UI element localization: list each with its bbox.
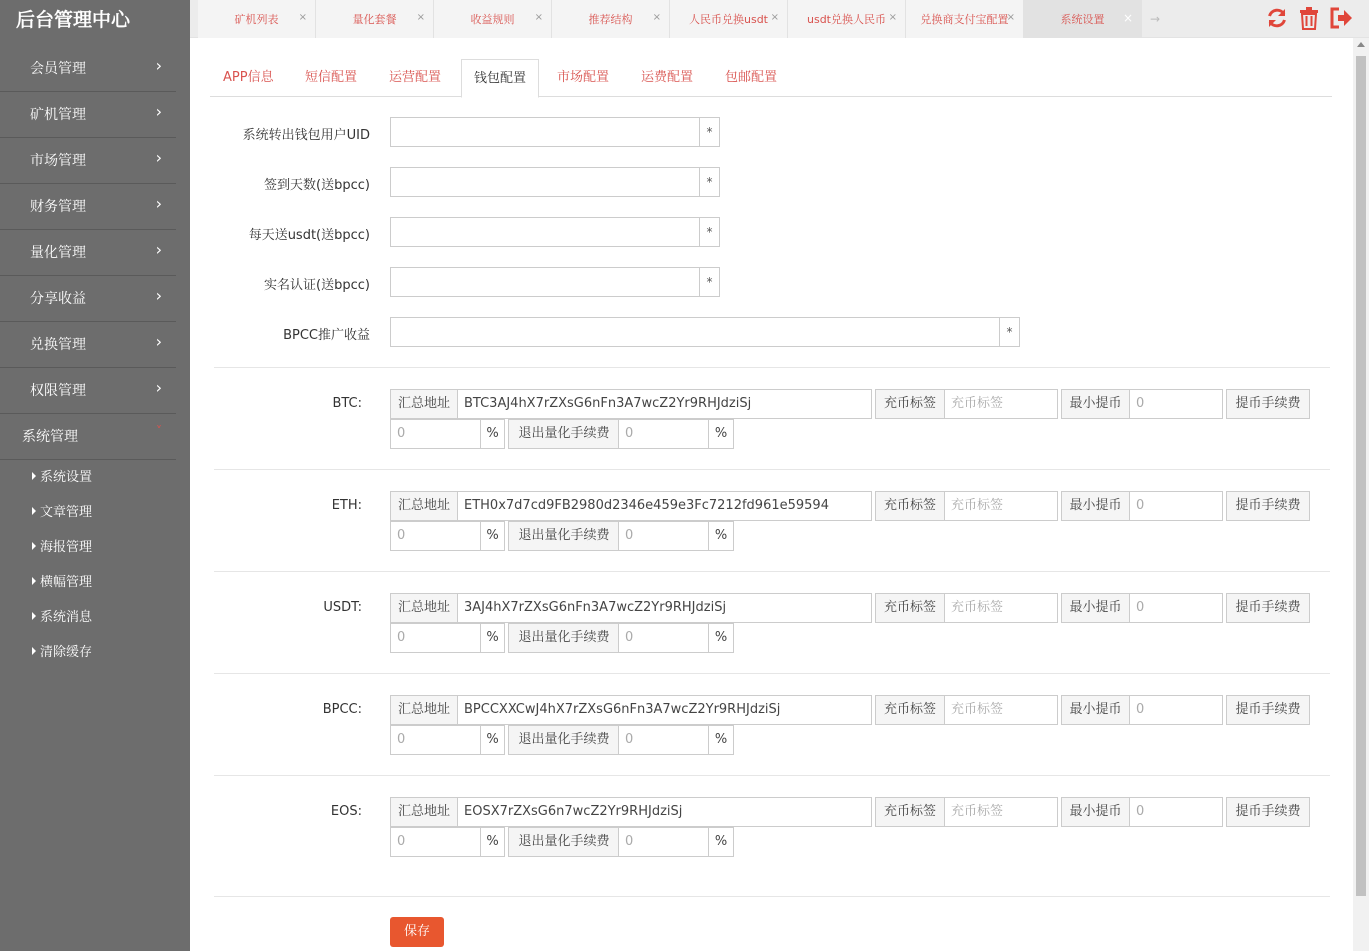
sidebar-subitem-label: 清除缓存 — [40, 645, 93, 660]
close-icon[interactable]: × — [416, 12, 425, 23]
required-marker: * — [700, 217, 720, 247]
sidebar-item-label: 会员管理 — [30, 61, 86, 77]
caret-right-icon — [32, 577, 36, 585]
sidebar-item-label: 财务管理 — [30, 199, 86, 215]
top-tab-0[interactable] — [198, 0, 316, 38]
sidebar-subitem-label: 横幅管理 — [40, 575, 93, 590]
divider — [214, 469, 1330, 470]
top-tab-3[interactable] — [552, 0, 670, 38]
close-icon[interactable]: × — [1006, 12, 1015, 23]
address-input[interactable]: 3AJ4hX7rZXsG6nFn3A7wcZ2Yr9RHJdziSj — [457, 593, 872, 623]
sidebar-subitem-label: 系统设置 — [40, 470, 93, 485]
divider — [214, 367, 1330, 368]
exit-fee-label: 退出量化手续费 — [508, 419, 620, 449]
close-icon[interactable]: × — [298, 12, 307, 23]
trash-icon[interactable] — [1297, 6, 1321, 30]
withdraw-fee-button[interactable]: 提币手续费 — [1226, 389, 1310, 419]
scroll-thumb[interactable] — [1356, 56, 1366, 896]
sidebar-menu — [0, 46, 190, 670]
scrollbar[interactable] — [1353, 38, 1369, 951]
coin-label: BTC: — [332, 396, 362, 411]
exit-fee-label: 退出量化手续费 — [508, 827, 620, 857]
sidebar-subitem-3[interactable] — [0, 565, 190, 600]
sidebar-item-1[interactable] — [0, 92, 176, 138]
exit-fee-label: 退出量化手续费 — [508, 521, 620, 551]
exit-fee-input[interactable]: 0 — [618, 521, 709, 551]
tag-label: 充币标签 — [875, 695, 945, 725]
tag-input[interactable]: 充币标签 — [944, 389, 1058, 419]
withdraw-fee-button[interactable]: 提币手续费 — [1226, 593, 1310, 623]
min-withdraw-input[interactable]: 0 — [1129, 695, 1223, 725]
withdraw-fee-button[interactable]: 提币手续费 — [1226, 695, 1310, 725]
percent-label: % — [480, 725, 505, 755]
logout-icon[interactable] — [1329, 6, 1353, 30]
caret-right-icon — [32, 612, 36, 620]
required-marker: * — [700, 167, 720, 197]
exit-fee-label: 退出量化手续费 — [508, 725, 620, 755]
config-tab-2[interactable]: 运营配置 — [389, 70, 442, 85]
sidebar-subitem-1[interactable] — [0, 495, 190, 530]
percent-label: % — [480, 827, 505, 857]
address-input[interactable]: ETH0x7d7cd9FB2980d2346e459e3Fc7212fd961e59594 — [457, 491, 872, 521]
withdraw-fee-button[interactable]: 提币手续费 — [1226, 797, 1310, 827]
withdraw-fee-input[interactable]: 0 — [390, 725, 481, 755]
percent-label: % — [480, 623, 505, 653]
top-tab-4[interactable] — [670, 0, 788, 38]
coin-label: USDT: — [323, 600, 362, 615]
exit-fee-input[interactable]: 0 — [618, 827, 709, 857]
percent-label: % — [708, 827, 734, 857]
chevron-right-icon: › — [155, 378, 162, 397]
sidebar-item-label: 市场管理 — [30, 153, 86, 169]
exit-fee-input[interactable]: 0 — [618, 623, 709, 653]
save-button[interactable]: 保存 — [390, 917, 444, 947]
sidebar-subitem-label: 海报管理 — [40, 540, 93, 555]
percent-label: % — [708, 623, 734, 653]
chevron-right-icon: › — [155, 148, 162, 167]
sidebar-item-4[interactable] — [0, 230, 176, 276]
config-tab-0[interactable]: APP信息 — [223, 70, 274, 85]
config-tab-6[interactable]: 包邮配置 — [725, 70, 778, 85]
field-label: BPCC推广收益 — [283, 328, 370, 343]
required-marker: * — [1000, 317, 1020, 347]
top-tab-label: usdt兑换人民币 — [807, 13, 886, 26]
percent-label: % — [708, 521, 734, 551]
tag-input[interactable]: 充币标签 — [944, 491, 1058, 521]
address-label: 汇总地址 — [390, 797, 458, 827]
top-tab-1[interactable] — [316, 0, 434, 38]
chevron-right-icon: ˅ — [156, 424, 162, 438]
percent-label: % — [708, 725, 734, 755]
sidebar-item-label: 系统管理 — [22, 429, 78, 445]
caret-right-icon — [32, 542, 36, 550]
config-tab-3[interactable]: 钱包配置 — [461, 59, 539, 98]
required-marker: * — [700, 267, 720, 297]
coin-label: EOS: — [330, 804, 362, 819]
top-tab-label: 量化套餐 — [352, 13, 397, 26]
min-withdraw-label: 最小提币 — [1061, 797, 1130, 827]
withdraw-fee-input[interactable]: 0 — [390, 827, 481, 857]
sidebar-subitem-2[interactable] — [0, 530, 190, 565]
sidebar-item-6[interactable] — [0, 322, 176, 368]
top-tab-5[interactable] — [788, 0, 906, 38]
sidebar-item-5[interactable] — [0, 276, 176, 322]
min-withdraw-label: 最小提币 — [1061, 695, 1130, 725]
close-icon[interactable]: × — [534, 12, 543, 23]
top-tab-bar — [190, 0, 1369, 38]
sidebar-item-2[interactable] — [0, 138, 176, 184]
chevron-right-icon: › — [155, 332, 162, 351]
field-input[interactable] — [390, 167, 700, 197]
field-label: 实名认证(送bpcc) — [264, 278, 370, 293]
address-label: 汇总地址 — [390, 593, 458, 623]
withdraw-fee-input[interactable]: 0 — [390, 419, 481, 449]
chevron-right-icon: › — [155, 194, 162, 213]
app-title: 后台管理中心 — [16, 9, 131, 31]
exit-fee-input[interactable]: 0 — [618, 419, 709, 449]
min-withdraw-input[interactable]: 0 — [1129, 389, 1223, 419]
top-tab-label: 收益规则 — [470, 13, 515, 26]
address-input[interactable]: EOSX7rZXsG6n7wcZ2Yr9RHJdziSj — [457, 797, 872, 827]
top-tab-label: 推荐结构 — [588, 13, 633, 26]
config-tab-4[interactable]: 市场配置 — [557, 70, 610, 85]
top-tab-6[interactable] — [906, 0, 1024, 38]
tag-input[interactable]: 充币标签 — [944, 593, 1058, 623]
field-label: 每天送usdt(送bpcc) — [248, 228, 370, 243]
field-input[interactable] — [390, 317, 1000, 347]
tab-next-arrow-icon[interactable]: → — [1149, 12, 1161, 26]
top-toolbar — [1261, 6, 1353, 32]
sidebar-subitem-label: 系统消息 — [40, 610, 93, 625]
withdraw-fee-input[interactable]: 0 — [390, 521, 481, 551]
divider — [214, 896, 1330, 897]
config-tab-1[interactable]: 短信配置 — [305, 70, 358, 85]
tag-input[interactable]: 充币标签 — [944, 797, 1058, 827]
sidebar-item-label: 分享收益 — [30, 291, 86, 307]
close-icon[interactable]: × — [888, 12, 897, 23]
withdraw-fee-input[interactable]: 0 — [390, 623, 481, 653]
field-input[interactable] — [390, 117, 700, 147]
sidebar-item-7[interactable] — [0, 368, 176, 414]
field-input[interactable] — [390, 267, 700, 297]
coin-label: ETH: — [331, 498, 362, 513]
tag-input[interactable]: 充币标签 — [944, 695, 1058, 725]
min-withdraw-label: 最小提币 — [1061, 491, 1130, 521]
top-tab-label: 矿机列表 — [234, 13, 279, 26]
sidebar-subitem-label: 文章管理 — [40, 505, 93, 520]
tag-label: 充币标签 — [875, 389, 945, 419]
close-icon[interactable]: × — [770, 12, 779, 23]
refresh-icon[interactable] — [1265, 6, 1289, 30]
sidebar-item-label: 量化管理 — [30, 245, 86, 261]
sidebar-item-label: 兑换管理 — [30, 337, 86, 353]
caret-right-icon — [32, 472, 36, 480]
min-withdraw-input[interactable]: 0 — [1129, 797, 1223, 827]
percent-label: % — [480, 419, 505, 449]
sidebar-item-3[interactable] — [0, 184, 176, 230]
address-input[interactable]: BPCCXXCwJ4hX7rZXsG6nFn3A7wcZ2Yr9RHJdziSj — [457, 695, 872, 725]
sidebar-subitem-0[interactable] — [0, 460, 190, 495]
percent-label: % — [708, 419, 734, 449]
top-tab-label: 兑换商支付宝配置 — [920, 13, 1009, 26]
percent-label: % — [480, 521, 505, 551]
divider — [214, 775, 1330, 776]
sidebar-subitem-4[interactable] — [0, 600, 190, 635]
close-icon[interactable]: × — [652, 12, 661, 23]
caret-right-icon — [32, 647, 36, 655]
tag-label: 充币标签 — [875, 491, 945, 521]
address-label: 汇总地址 — [390, 695, 458, 725]
tag-label: 充币标签 — [875, 797, 945, 827]
sidebar — [0, 0, 190, 951]
top-tab-label: 人民币兑换usdt — [689, 13, 768, 26]
divider — [214, 571, 1330, 572]
close-icon[interactable]: × — [1122, 11, 1133, 25]
address-input[interactable]: BTC3AJ4hX7rZXsG6nFn3A7wcZ2Yr9RHJdziSj — [457, 389, 872, 419]
coin-label: BPCC: — [322, 702, 362, 717]
sidebar-item-0[interactable] — [0, 46, 176, 92]
top-tab-2[interactable] — [434, 0, 552, 38]
chevron-right-icon: › — [155, 102, 162, 121]
min-withdraw-input[interactable]: 0 — [1129, 593, 1223, 623]
tag-label: 充币标签 — [875, 593, 945, 623]
sidebar-item-8[interactable] — [0, 414, 176, 460]
chevron-right-icon: › — [155, 286, 162, 305]
exit-fee-input[interactable]: 0 — [618, 725, 709, 755]
exit-fee-label: 退出量化手续费 — [508, 623, 620, 653]
min-withdraw-input[interactable]: 0 — [1129, 491, 1223, 521]
min-withdraw-label: 最小提币 — [1061, 389, 1130, 419]
sidebar-item-label: 矿机管理 — [30, 107, 86, 123]
sidebar-subitem-5[interactable] — [0, 635, 190, 670]
caret-right-icon — [32, 507, 36, 515]
chevron-right-icon: › — [155, 240, 162, 259]
field-label: 签到天数(送bpcc) — [264, 178, 370, 193]
scroll-up-arrow-icon[interactable] — [1357, 42, 1365, 47]
sidebar-item-label: 权限管理 — [30, 383, 86, 399]
field-label: 系统转出钱包用户UID — [242, 128, 370, 143]
config-tabs — [210, 59, 1332, 97]
chevron-right-icon: › — [155, 56, 162, 75]
withdraw-fee-button[interactable]: 提币手续费 — [1226, 491, 1310, 521]
top-tab-7[interactable] — [1024, 0, 1142, 38]
config-tab-5[interactable]: 运费配置 — [641, 70, 694, 85]
min-withdraw-label: 最小提币 — [1061, 593, 1130, 623]
field-input[interactable] — [390, 217, 700, 247]
top-tab-label: 系统设置 — [1060, 13, 1105, 26]
address-label: 汇总地址 — [390, 389, 458, 419]
divider — [214, 673, 1330, 674]
required-marker: * — [700, 117, 720, 147]
address-label: 汇总地址 — [390, 491, 458, 521]
